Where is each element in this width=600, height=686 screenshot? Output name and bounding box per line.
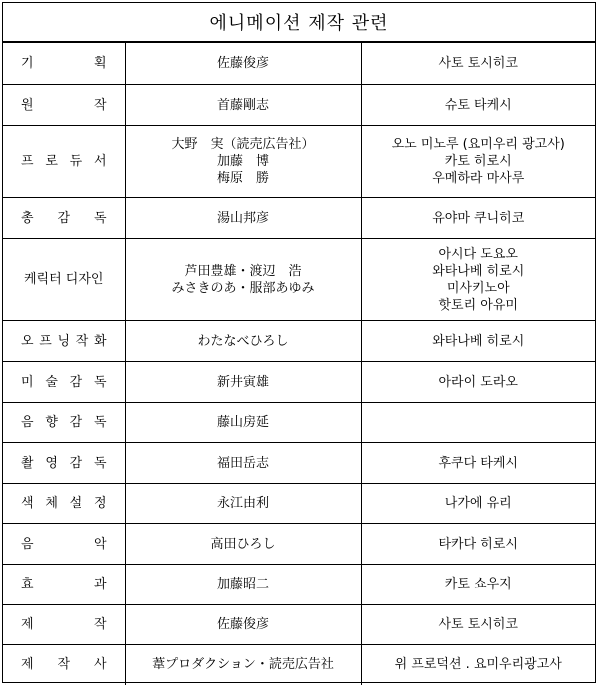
- name-line: 아시다 도요오: [438, 246, 518, 262]
- role-char: 작: [75, 333, 89, 349]
- table-row: [3, 126, 595, 198]
- japanese-name-cell: [125, 239, 361, 321]
- name-line: 타카다 히로시: [438, 536, 518, 552]
- table-row: [3, 85, 595, 126]
- role-char: 체: [45, 496, 58, 511]
- role-char: 영: [45, 455, 58, 471]
- role-char: 감: [69, 415, 83, 430]
- korean-name-cell: [361, 43, 595, 85]
- role-char: 작: [93, 617, 107, 632]
- korean-name-cell: [361, 565, 595, 605]
- name-line: わたなべひろし: [197, 333, 289, 349]
- table-row: [3, 443, 595, 484]
- role-char: 감: [57, 210, 71, 226]
- name-line: 사토 토시히코: [438, 617, 518, 632]
- name-line: 永江由利: [216, 496, 269, 511]
- korean-name-cell: [361, 198, 595, 239]
- role-cell: [3, 484, 125, 524]
- korean-name-cell: [361, 484, 595, 524]
- name-line: 우메하라 마사루: [432, 171, 525, 186]
- role-char: 획: [93, 56, 107, 71]
- name-line: 加藤 博: [216, 154, 269, 169]
- table-row: [3, 43, 595, 85]
- name-line: 카토 히로시: [444, 154, 512, 169]
- role-char: 술: [45, 374, 58, 390]
- role-cell: [3, 126, 125, 198]
- name-line: 유야마 쿠니히코: [432, 210, 525, 226]
- name-line: 大野 実（読売広告社）: [171, 137, 315, 152]
- korean-name-cell: [361, 605, 595, 645]
- role-char: 기: [21, 56, 34, 71]
- table-row: [3, 605, 595, 645]
- role-char: 작: [57, 657, 71, 673]
- name-line: 加藤昭二: [216, 577, 269, 592]
- korean-name-cell: [361, 645, 595, 685]
- name-line: 葦プロダクション・読売広告社: [152, 657, 334, 673]
- table-row: [3, 524, 595, 565]
- role-cell: [3, 85, 125, 126]
- name-line: 위 프로덕션 . 요미우리광고사: [394, 657, 562, 673]
- role-cell: [3, 443, 125, 484]
- table-row: [3, 484, 595, 524]
- name-line: 카토 쇼우지: [444, 577, 512, 592]
- table-row: [3, 403, 595, 443]
- credits-table-frame: [2, 2, 596, 683]
- japanese-name-cell: [125, 484, 361, 524]
- japanese-name-cell: [125, 321, 361, 362]
- role-cell: [3, 605, 125, 645]
- korean-name-cell: [361, 321, 595, 362]
- name-line: 와타나베 히로시: [432, 263, 525, 279]
- name-line: 高田ひろし: [210, 536, 276, 552]
- role-cell: [3, 524, 125, 565]
- role-char: 색: [21, 496, 34, 511]
- name-line: 오노 미노루 (요미우리 광고사): [391, 137, 565, 152]
- table-row: [3, 362, 595, 403]
- role-char: 감: [69, 374, 83, 390]
- role-char: 과: [93, 577, 107, 592]
- role-char: 독: [93, 455, 107, 471]
- table-row: [3, 321, 595, 362]
- name-line: 佐藤俊彦: [216, 617, 269, 632]
- role-char: 오: [21, 333, 34, 349]
- japanese-name-cell: [125, 645, 361, 685]
- japanese-name-cell: [125, 565, 361, 605]
- role-char: 사: [93, 657, 107, 673]
- korean-name-cell: [361, 362, 595, 403]
- name-line: 사토 토시히코: [438, 56, 518, 71]
- role-char: 제: [21, 657, 34, 673]
- role-cell: [3, 198, 125, 239]
- role-char: 독: [93, 210, 107, 226]
- japanese-name-cell: [125, 443, 361, 484]
- japanese-name-cell: [125, 403, 361, 443]
- role-char: 원: [21, 97, 34, 113]
- role-char: 음: [21, 536, 34, 552]
- role-cell: [3, 403, 125, 443]
- role-cell: [3, 321, 125, 362]
- role-char: 효: [21, 577, 34, 592]
- korean-name-cell: [361, 443, 595, 484]
- role-char: 음: [21, 415, 34, 430]
- japanese-name-cell: [125, 85, 361, 126]
- role-char: 정: [93, 496, 107, 511]
- role-cell: [3, 43, 125, 85]
- table-title: 에니메이션 제작 관련: [3, 3, 595, 42]
- japanese-name-cell: [125, 524, 361, 565]
- name-line: 후쿠다 타케시: [438, 455, 518, 471]
- role-char: 듀: [69, 154, 83, 169]
- name-line: 首藤剛志: [216, 97, 269, 113]
- role-char: 케릭터 디자인: [24, 272, 104, 287]
- japanese-name-cell: [125, 198, 361, 239]
- role-cell: [3, 362, 125, 403]
- name-line: 미사키노아: [446, 280, 510, 296]
- role-char: 설: [69, 496, 83, 511]
- name-line: 藤山房延: [216, 415, 269, 430]
- role-char: 서: [93, 154, 107, 169]
- name-line: 梅原 勝: [216, 171, 269, 186]
- role-char: 로: [45, 154, 58, 169]
- name-line: 新井寅雄: [216, 374, 269, 390]
- name-line: 나가에 유리: [444, 496, 512, 511]
- role-char: 프: [39, 333, 52, 349]
- korean-name-cell: [361, 524, 595, 565]
- credits-table: [3, 42, 595, 685]
- korean-name-cell: [361, 85, 595, 126]
- korean-name-cell: [361, 239, 595, 321]
- table-row: [3, 565, 595, 605]
- name-line: 아라이 도라오: [438, 374, 518, 390]
- name-line: 佐藤俊彦: [216, 56, 269, 71]
- role-char: 악: [93, 536, 107, 552]
- role-char: 독: [93, 415, 107, 430]
- korean-name-cell: [361, 126, 595, 198]
- role-char: 독: [93, 374, 107, 390]
- name-line: みさきのあ・服部あゆみ: [171, 280, 315, 296]
- role-char: 프: [21, 154, 34, 169]
- table-row: [3, 239, 595, 321]
- table-row: [3, 198, 595, 239]
- role-char: 제: [21, 617, 34, 632]
- name-line: 福田岳志: [216, 455, 269, 471]
- role-char: 촬: [21, 455, 34, 471]
- role-char: 작: [93, 97, 107, 113]
- name-line: 와타나베 히로시: [432, 333, 525, 349]
- name-line: 핫토리 아유미: [438, 297, 518, 313]
- role-char: 총: [21, 210, 34, 226]
- role-cell: [3, 645, 125, 685]
- role-char: 미: [21, 374, 34, 390]
- japanese-name-cell: [125, 43, 361, 85]
- korean-name-cell: [361, 403, 595, 443]
- name-line: 슈토 타케시: [444, 97, 512, 113]
- japanese-name-cell: [125, 126, 361, 198]
- table-row: [3, 645, 595, 685]
- role-char: 화: [93, 333, 107, 349]
- japanese-name-cell: [125, 605, 361, 645]
- role-char: 향: [45, 415, 58, 430]
- role-cell: [3, 565, 125, 605]
- japanese-name-cell: [125, 362, 361, 403]
- name-line: 芦田豊雄・渡辺 浩: [184, 263, 302, 279]
- role-cell: [3, 239, 125, 321]
- role-char: 감: [69, 455, 83, 471]
- name-line: 湯山邦彦: [216, 210, 269, 226]
- role-char: 닝: [57, 333, 71, 349]
